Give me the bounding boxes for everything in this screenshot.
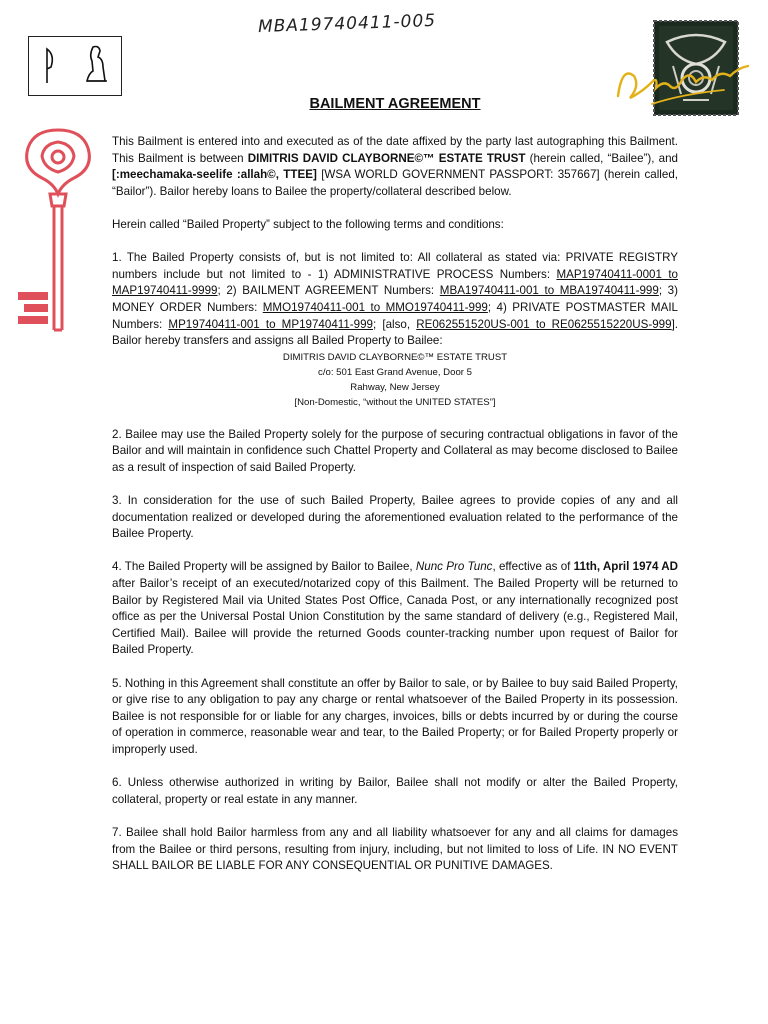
re-number-range: RE062551520US-001 to RE0625515220US-999 <box>416 317 672 331</box>
bailor-name: [:meechamaka-seelife :allah©, TTEE] <box>112 168 317 182</box>
intro-paragraph <box>112 134 678 200</box>
address-line-1: DIMITRIS DAVID CLAYBORNE©™ ESTATE TRUST <box>282 351 508 363</box>
clause-1 <box>112 250 678 350</box>
clause-2: 2. Bailee may use the Bailed Property solely for the purpose of securing contractual obligations in favor of the Bailor and will maintain in confidence such Chattel Property and Collateral as may become disclosed to Bailee as a result of inspection of said Bailed Property. <box>112 427 678 474</box>
mp-number-range: MP19740411-001 to MP19740411-999 <box>168 317 374 331</box>
trust-name: DIMITRIS DAVID CLAYBORNE©™ ESTATE TRUST <box>247 151 526 165</box>
intro-text-3: [WSA WORLD GOVERNMENT PASSPORT: 357667] (herein called, “Bailor”). Bailor hereby loans to Bailee the property/collateral described below. <box>112 168 678 198</box>
clause-1-text-b: ; 2) BAILMENT AGREEMENT Numbers: <box>217 284 440 298</box>
agreement-body <box>112 134 678 891</box>
clause-1-text-a: 1. The Bailed Property consists of, but is not limited to: All collateral as stated via: PRIVATE REGISTRY numbers include but not limited to - 1) ADMINISTRATIVE PROCESS Numbers: <box>112 251 678 281</box>
address-line-3: Rahway, New Jersey <box>350 381 440 393</box>
effective-date: 11th, April 1974 AD <box>573 560 678 574</box>
trust-address-block <box>112 350 678 410</box>
address-line-4: [Non-Domestic, “without the UNITED STATES”] <box>294 396 496 408</box>
clause-4-text-c: after Bailor’s receipt of an executed/notarized copy of this Bailment. The Bailed Property will be returned to Bailor by Registered Mail via United States Post Office, Canada Post, or any internationally recognized post office as per the Universal Postal Union Constitution by the same standard of delivery (e.g., Registered Mail, Certified Mail). Bailee will provide the returned Goods counter-tracking number upon request of Bailor for Bailed Property. <box>112 577 678 657</box>
herein-paragraph: Herein called “Bailed Property” subject to the following terms and conditions: <box>112 217 504 231</box>
hieroglyph-box <box>28 36 122 96</box>
address-line-2: c/o: 501 East Grand Avenue, Door 5 <box>318 366 472 378</box>
document-title <box>0 96 768 112</box>
handwritten-reference-number: MBA19740411-005 <box>257 10 437 38</box>
clause-1-text-d: ; 4) PRIVATE POSTMASTER MAIL Numbers: <box>112 300 678 331</box>
nunc-pro-tunc: Nunc Pro Tunc <box>415 560 493 574</box>
clause-6: 6. Unless otherwise authorized in writing by Bailor, Bailee shall not modify or alter the Bailed Property, collateral, property or real estate in any manner. <box>112 776 678 806</box>
intro-text-1: This Bailment is entered into and executed as of the date affixed by the party last autographing this Bailment. This Bailment is between <box>112 135 678 165</box>
clause-5: 5. Nothing in this Agreement shall constitute an offer by Bailor to sale, or by Bailee to buy said Bailed Property, or give rise to any obligation to pay any charge or rental whatsoever of the Bailed Property in its possession. Bailee is not responsible for or liable for any charges, invoices, bills or debts incurred by or during the course of operation in commerce, reasonable wear and tear, to the Bailed Property; or for Bailed Property properly or improperly used. <box>112 676 678 756</box>
map-number-range: MAP19740411-0001 to MAP19740411-9999 <box>112 267 678 298</box>
intro-text-2: (herein called, “Bailee”), and <box>525 151 678 165</box>
clause-4 <box>112 559 678 659</box>
feather-glyph-icon <box>39 45 59 85</box>
clause-7: 7. Bailee shall hold Bailor harmless from any and all liability whatsoever for any and all claims for damages from the Bailee or third persons, resulting from injury, including, but not limited to loss of Life. IN NO EVENT SHALL BAILOR BE LIABLE FOR ANY CONSEQUENTIAL OR PUNITIVE DAMAGES. <box>112 825 678 873</box>
clause-4-text-a: 4. The Bailed Property will be assigned by Bailor to Bailee, <box>112 560 416 574</box>
mmo-number-range: MMO19740411-001 to MMO19740411-999 <box>262 300 488 314</box>
mba-number-range: MBA19740411-001 to MBA19740411-999 <box>439 284 659 298</box>
clause-1-text-f: ]. Bailor hereby transfers and assigns all Bailed Property to Bailee: <box>112 317 679 348</box>
seated-figure-glyph-icon <box>83 43 111 87</box>
clause-4-text-b: , effective as of <box>492 560 574 574</box>
clause-1-text-c: ; 3) MONEY ORDER Numbers: <box>112 284 678 314</box>
clause-1-text-e: ; [also, <box>373 317 417 331</box>
title-text: BAILMENT AGREEMENT <box>309 96 481 112</box>
clause-3: 3. In consideration for the use of such Bailed Property, Bailee agrees to provide copies of any and all documentation realized or developed during the aforementioned evaluation related to the performance of the Bailee Property. <box>112 494 678 541</box>
red-key-image <box>14 124 102 344</box>
